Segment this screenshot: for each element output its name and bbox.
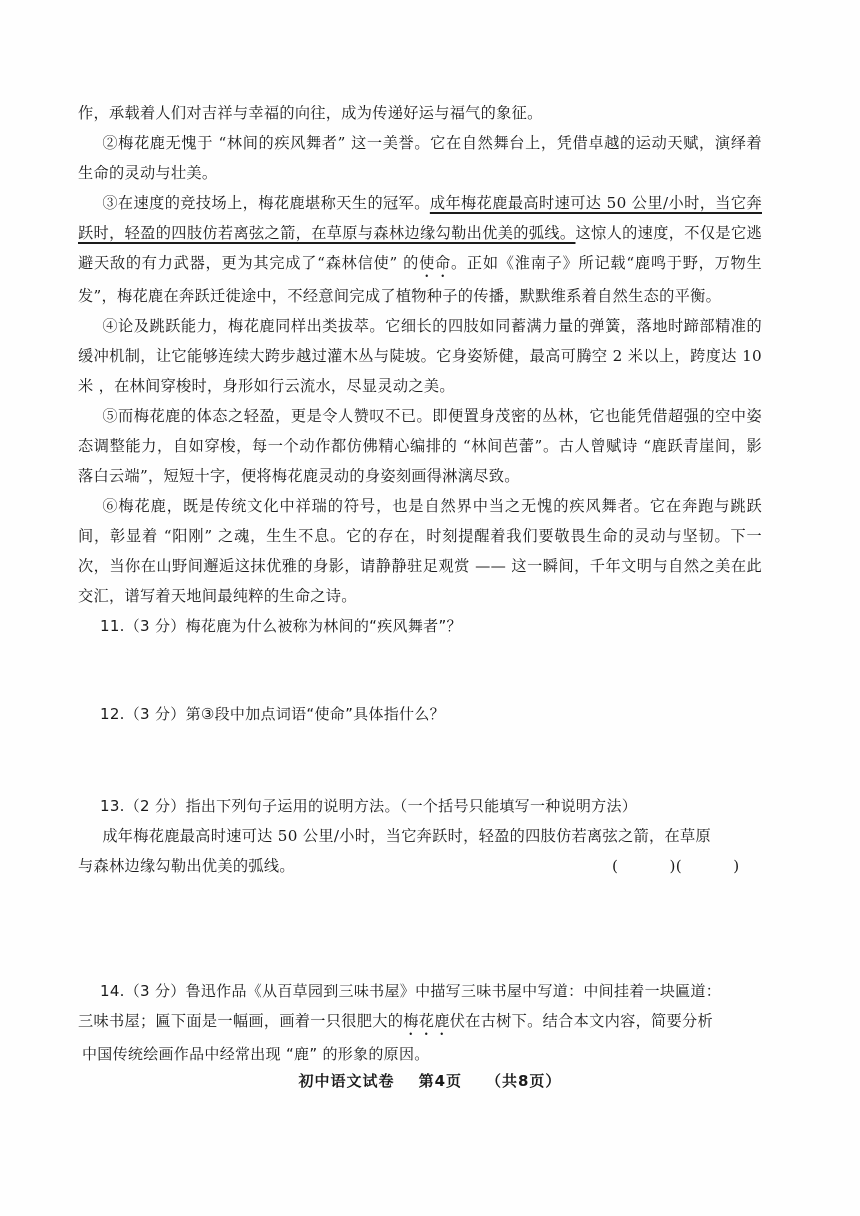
- answer-space-12[interactable]: [78, 729, 762, 791]
- footer-title: 初中语文试卷: [298, 1072, 395, 1090]
- p3-text-c: 。正如《淮南子》所记载“鹿鸣于野，万物生发”，梅花鹿在奔跃迁徙途中，不经意间完成了植物种子的传播，默默维系着自然生态的平衡。: [78, 254, 762, 305]
- p3-text-a: ③在速度的竞技场上，梅花鹿堪称天生的冠军。: [102, 194, 430, 212]
- p3-text-b: 这惊人的速度，不仅是它逃避天敌的有力武器，更为其完成了“森林信使” 的: [78, 224, 762, 272]
- question-13-prompt: 13.（2 分）指出下列句子运用的说明方法。（一个括号只能填写一种说明方法）: [100, 797, 638, 815]
- passage-paragraph-5: ⑤而梅花鹿的体态之轻盈，更是令人赞叹不已。即便置身茂密的丛林，它也能凭借超强的空中姿态调整能力，自如穿梭，每一个动作都仿佛精心编排的 “林间芭蕾”。古人曾赋诗 “鹿跃青崖间，影落白云端”，短短十字，便将梅花鹿灵动的身姿刻画得淋漓尽致。: [78, 407, 762, 485]
- exam-content: [78, 98, 762, 1069]
- question-13-sentence-end: 与森林边缘勾勒出优美的弧线。: [78, 857, 295, 875]
- question-13-answer-row: [78, 851, 762, 881]
- page-footer: [0, 1070, 860, 1091]
- passage-paragraph-intro: 作，承载着人们对吉祥与幸福的向往，成为传递好运与福气的象征。: [78, 104, 543, 122]
- passage-paragraph-6: ⑥梅花鹿，既是传统文化中祥瑞的符号，也是自然界中当之无愧的疾风舞者。它在奔跑与跳跃间，彰显着 “阳刚” 之魂，生生不息。它的存在，时刻提醒着我们要敬畏生命的灵动与坚韧。下一次，当你在山野间邂逅这抹优雅的身影，请静静驻足观赏 —— 这一瞬间，千年文明与自然之美在此交汇，谱写着天地间最纯粹的生命之诗。: [78, 497, 762, 605]
- question-14-line-3: 中国传统绘画作品中经常出现 “鹿” 的形象的原因。: [82, 1045, 430, 1063]
- passage-paragraph-3: [78, 188, 762, 311]
- passage-paragraph-2: ②梅花鹿无愧于 “林间的疾风舞者” 这一美誉。它在自然舞台上，凭借卓越的运动天赋，演绎着生命的灵动与壮美。: [78, 134, 762, 182]
- dotted-word-mission: 使命: [419, 254, 451, 272]
- footer-page-number: 第4页: [418, 1072, 462, 1090]
- question-12: 12.（3 分）第③段中加点词语“使命”具体指什么？: [100, 705, 445, 723]
- answer-space-11[interactable]: [78, 641, 762, 699]
- question-14-line-1: 14.（3 分）鲁迅作品《从百草园到三味书屋》中描写三味书屋中写道：中间挂着一块匾道：: [100, 982, 722, 1000]
- question-11: 11.（3 分）梅花鹿为什么被称为林间的“疾风舞者”？: [100, 617, 462, 635]
- q14-text-pre: 三味书屋；匾下面是一幅画，画着一只很肥大的: [78, 1012, 404, 1030]
- question-13-sentence: 成年梅花鹿最高时速可达 50 公里/小时，当它奔跃时，轻盈的四肢仿若离弦之箭，在草原: [102, 827, 711, 845]
- answer-space-13: [78, 881, 762, 976]
- footer-total-pages: （共8页）: [486, 1072, 562, 1090]
- q14-text-post: 伏在古树下。结合本文内容，简要分析: [449, 1012, 714, 1030]
- question-13-answer-brackets[interactable]: ( )( ): [612, 857, 740, 875]
- underlined-sentence: 成年梅花鹿最高时速可达 50 公里/小时，当它奔跃时，轻盈的四肢仿若离弦之箭，在草原与森林边缘勾勒出优美的弧线。: [78, 194, 762, 242]
- dotted-word-deer: 梅花鹿: [403, 1012, 450, 1030]
- question-14-line-2: [78, 1006, 762, 1039]
- passage-paragraph-4: ④论及跳跃能力，梅花鹿同样出类拔萃。它细长的四肢如同蓄满力量的弹簧，落地时蹄部精准的缓冲机制，让它能够连续大跨步越过灌木丛与陡坡。它身姿矫健，最高可腾空 2 米以上，跨度达 10 米 ，在林间穿梭时，身形如行云流水，尽显灵动之美。: [78, 317, 762, 395]
